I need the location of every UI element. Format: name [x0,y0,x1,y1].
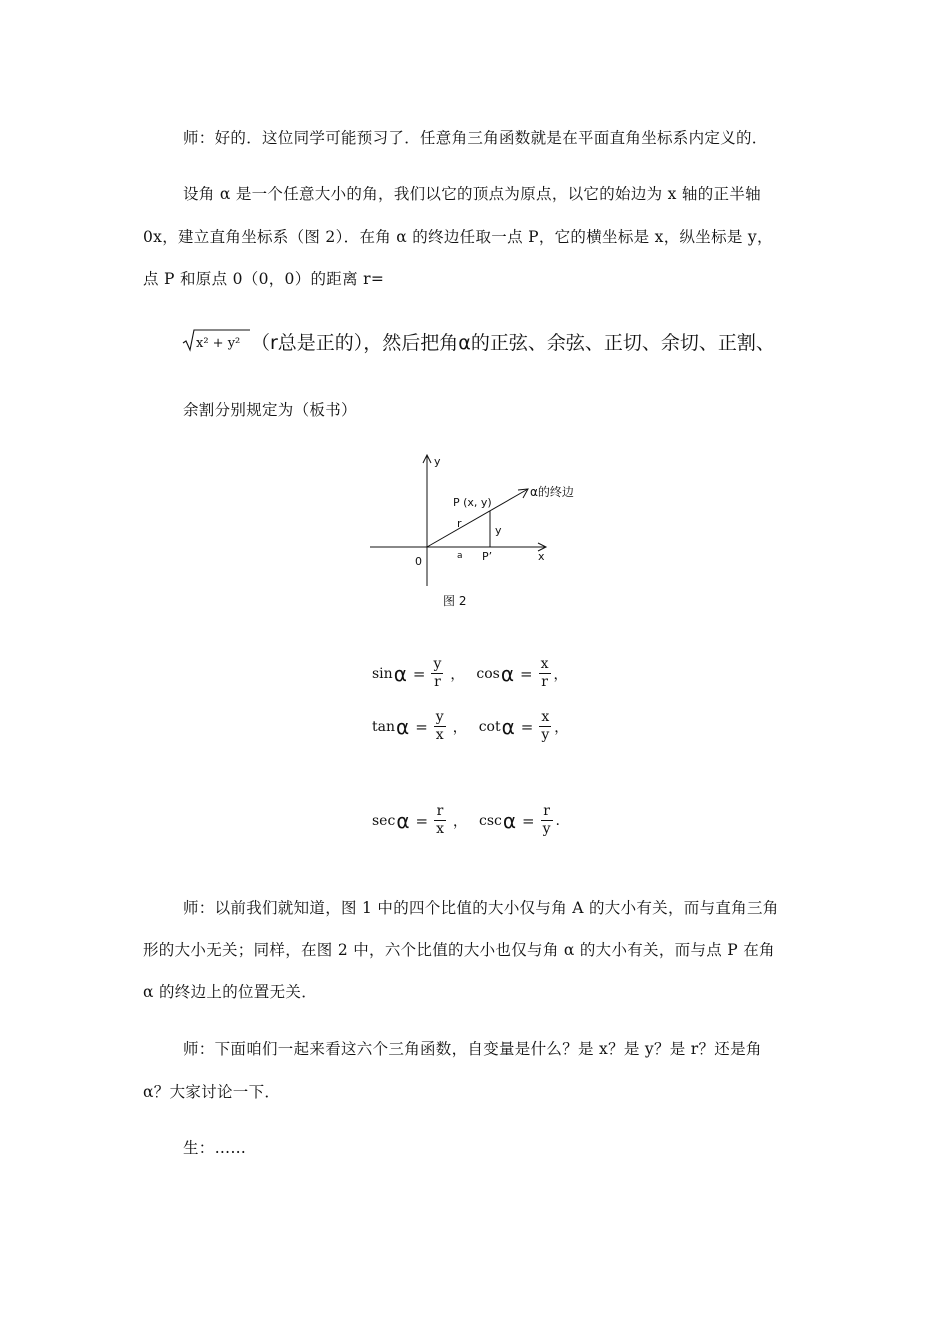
formula-row-sin-cos [372,656,568,691]
sqrt-expression [181,327,251,360]
radius-note-text: （r总是正的），然后把角α的正弦、余弦、正切、余切、正割、 [251,332,775,354]
period: . [555,812,560,829]
numerator: y [435,709,444,725]
cos-function: cos [476,665,500,682]
denominator: y [542,821,551,837]
paragraph-teacher-intro: 师：好的．这位同学可能预习了．任意角三角函数就是在平面直角坐标系内定义的． [183,129,768,147]
cot-function: cot [478,718,501,735]
paragraph-variable-line-2: α？大家讨论一下． [143,1083,281,1101]
alpha-symbol: α [396,808,410,833]
csc-function: csc [478,812,502,829]
comma: ， [554,719,569,736]
paragraph-radius-formula [181,327,775,360]
equals-sign: = [415,717,428,736]
x-axis-label: x [538,550,545,563]
paragraph-definition-line-3: 点 P 和原点 0（0，0）的距离 r= [143,270,385,288]
alpha-symbol: α [393,661,407,686]
denominator: r [434,674,441,690]
figure-caption: 图 2 [443,594,467,608]
denominator: r [541,674,548,690]
comma: ， [452,813,467,830]
equals-sign: = [412,664,426,683]
paragraph-ratio-line-3: α 的终边上的位置无关． [143,983,317,1001]
point-p-label: P (x, y) [453,496,492,509]
sec-function: sec [372,812,396,829]
comma: ， [450,666,465,683]
equals-sign: = [415,811,429,830]
cot-fraction [539,709,551,744]
tan-fraction [434,709,446,744]
numerator: y [433,656,442,672]
numerator: x [541,709,550,725]
paragraph-ratio-line-1: 师：以前我们就知道，图 1 中的四个比值的大小仅与角 A 的大小有关，而与直角三角 [183,899,779,917]
sin-fraction [431,656,443,691]
alpha-symbol: α [501,714,515,739]
comma: ， [452,719,467,736]
formula-row-sec-csc [372,803,560,838]
numerator: x [540,656,549,672]
radius-label: r [457,517,462,530]
numerator: r [543,803,550,819]
paragraph-definition-line-2: 0x，建立直角坐标系（图 2）．在角 α 的终边任取一点 P，它的横坐标是 x，纵坐标是 y， [143,228,773,246]
foot-point-label: P’ [482,550,493,563]
origin-label: 0 [415,555,422,568]
paragraph-board-note: 余割分别规定为（板书） [183,401,357,419]
radicand: x² + y² [196,336,241,351]
alpha-symbol: α [502,808,517,833]
numerator: r [436,803,444,819]
terminal-side-label: α的终边 [530,485,574,499]
tan-function: tan [372,718,395,735]
alpha-symbol: α [396,714,410,739]
vertical-side-label: y [495,524,502,537]
paragraph-variable-line-1: 师：下面咱们一起来看这六个三角函数，自变量是什么？是 x？是 y？是 r？还是角 [183,1040,762,1058]
paragraph-definition-line-1: 设角 α 是一个任意大小的角，我们以它的顶点为原点，以它的始边为 x 轴的正半轴 [183,185,761,203]
paragraph-student: 生：…… [183,1139,247,1157]
equals-sign: = [522,811,535,830]
radical-sign-icon [181,327,251,353]
sin-function: sin [372,665,393,682]
denominator: x [436,821,444,837]
comma: ， [553,666,568,683]
equals-sign: = [520,664,533,683]
csc-fraction [541,803,553,838]
sec-fraction [434,803,446,838]
denominator: x [435,727,444,743]
alpha-symbol: α [500,661,515,686]
figure-2-diagram [360,448,600,618]
denominator: y [541,727,550,743]
paragraph-ratio-line-2: 形的大小无关；同样，在图 2 中，六个比值的大小也仅与角 α 的大小有关，而与点 P 在角 [143,941,775,959]
angle-label: a [457,551,463,561]
formula-row-tan-cot [372,709,568,744]
y-axis-label: y [434,455,441,468]
equals-sign: = [520,717,534,736]
cos-fraction [539,656,551,691]
